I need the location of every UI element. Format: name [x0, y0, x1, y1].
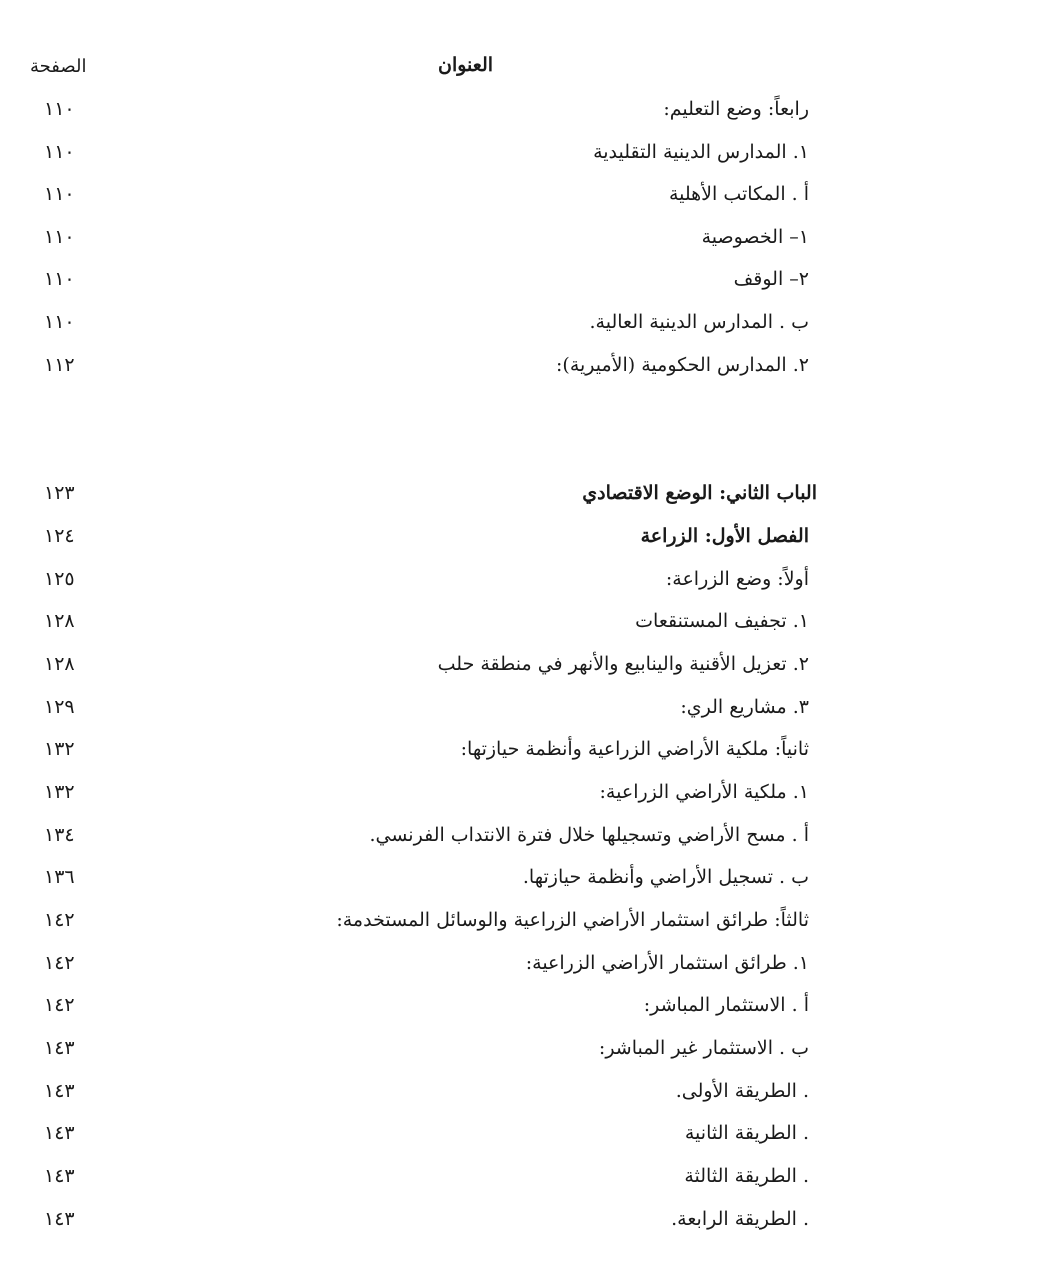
toc-entry [0, 94, 1041, 128]
toc-entry-page: ١٣٦ [44, 866, 75, 888]
toc-entry-title: أ . مسح الأراضي وتسجيلها خلال فترة الانتداب الفرنسي. [369, 824, 809, 846]
toc-entry-page: ١٢٨ [44, 610, 75, 632]
toc-entry-title: . الطريقة الأولى. [675, 1080, 809, 1102]
toc-entry-page: ١٣٤ [44, 824, 75, 846]
toc-entry [0, 692, 1041, 726]
toc-entry-title: أ . المكاتب الأهلية [668, 183, 809, 205]
toc-entry-page: ١٢٤ [44, 525, 75, 547]
toc-entry [0, 1118, 1041, 1152]
toc-entry [0, 905, 1041, 939]
toc-entry [0, 307, 1041, 341]
toc-entry-page: ١٤٣ [44, 1165, 75, 1187]
toc-entry-title: ٢. المدارس الحكومية (الأميرية): [556, 354, 809, 376]
toc-entry-title: ب . المدارس الدينية العالية. [589, 311, 809, 333]
title-column-header: العنوان [438, 54, 494, 76]
toc-entry-title: ١. ملكية الأراضي الزراعية: [599, 781, 809, 803]
toc-entry-title: . الطريقة الثانية [684, 1122, 809, 1144]
toc-entry-title: ب . الاستثمار غير المباشر: [598, 1037, 809, 1059]
toc-entry [0, 137, 1041, 171]
toc-entry-page: ١٢٩ [44, 696, 75, 718]
toc-entry-page: ١١٠ [44, 141, 75, 163]
toc-entry-page: ١٣٢ [44, 781, 75, 803]
toc-entry-page: ١٢٣ [44, 482, 75, 504]
toc-entry-title: ٢– الوقف [733, 268, 809, 290]
toc-entry-page: ١٤٢ [44, 952, 75, 974]
toc-part-heading [0, 478, 1041, 512]
toc-entry [0, 734, 1041, 768]
toc-entry [0, 1033, 1041, 1067]
toc-entry-title: ثانياً: ملكية الأراضي الزراعية وأنظمة حيازتها: [460, 738, 809, 760]
toc-entry [0, 1204, 1041, 1238]
toc-entry-page: ١٤٣ [44, 1208, 75, 1230]
toc-entry [0, 862, 1041, 896]
toc-entry-page: ١١٠ [44, 311, 75, 333]
toc-entry-title: ١– الخصوصية [701, 226, 809, 248]
toc-entry [0, 990, 1041, 1024]
toc-entry [0, 777, 1041, 811]
toc-entry [0, 350, 1041, 384]
toc-entry-title: . الطريقة الرابعة. [671, 1208, 809, 1230]
toc-entry-title: الفصل الأول: الزراعة [640, 525, 809, 547]
toc-entry-title: ١. المدارس الدينية التقليدية [593, 141, 809, 163]
toc-entry [0, 948, 1041, 982]
toc-entry [0, 222, 1041, 256]
toc-entry-page: ١٤٢ [44, 909, 75, 931]
toc-entry-page: ١٤٣ [44, 1037, 75, 1059]
toc-entry [0, 1076, 1041, 1110]
page-column-header: الصفحة [30, 56, 87, 77]
toc-entry-page: ١٣٢ [44, 738, 75, 760]
toc-chapter-heading [0, 521, 1041, 555]
toc-entry-title: ١. تجفيف المستنقعات [635, 610, 809, 632]
toc-entry-page: ١٤٣ [44, 1122, 75, 1144]
toc-entry [0, 606, 1041, 640]
toc-entry-page: ١١٢ [44, 354, 75, 376]
toc-entry-title: ٣. مشاريع الري: [680, 696, 809, 718]
toc-entry-page: ١٢٨ [44, 653, 75, 675]
toc-entry-title: رابعاً: وضع التعليم: [663, 98, 809, 120]
toc-entry [0, 564, 1041, 598]
toc-entry-title: . الطريقة الثالثة [684, 1165, 809, 1187]
toc-entry-title: ب . تسجيل الأراضي وأنظمة حيازتها. [522, 866, 809, 888]
toc-entry [0, 649, 1041, 683]
toc-entry-page: ١١٠ [44, 98, 75, 120]
toc-entry-page: ١٤٣ [44, 1080, 75, 1102]
toc-entry-page: ١١٠ [44, 226, 75, 248]
toc-entry [0, 264, 1041, 298]
toc-entry [0, 179, 1041, 213]
toc-entry-title: أ . الاستثمار المباشر: [643, 994, 809, 1016]
toc-entry-title: أولاً: وضع الزراعة: [665, 568, 809, 590]
toc-entry-title: ١. طرائق استثمار الأراضي الزراعية: [525, 952, 809, 974]
toc-entry [0, 1161, 1041, 1195]
toc-entry-page: ١٢٥ [44, 568, 75, 590]
toc-entry-title: ثالثاً: طرائق استثمار الأراضي الزراعية والوسائل المستخدمة: [336, 909, 809, 931]
toc-entry-page: ١٤٢ [44, 994, 75, 1016]
toc-entry-page: ١١٠ [44, 268, 75, 290]
toc-entry [0, 820, 1041, 854]
toc-entry-title: ٢. تعزيل الأقنية والينابيع والأنهر في منطقة حلب [437, 653, 809, 675]
toc-entry-title: الباب الثاني: الوضع الاقتصادي [582, 482, 817, 504]
toc-entry-page: ١١٠ [44, 183, 75, 205]
